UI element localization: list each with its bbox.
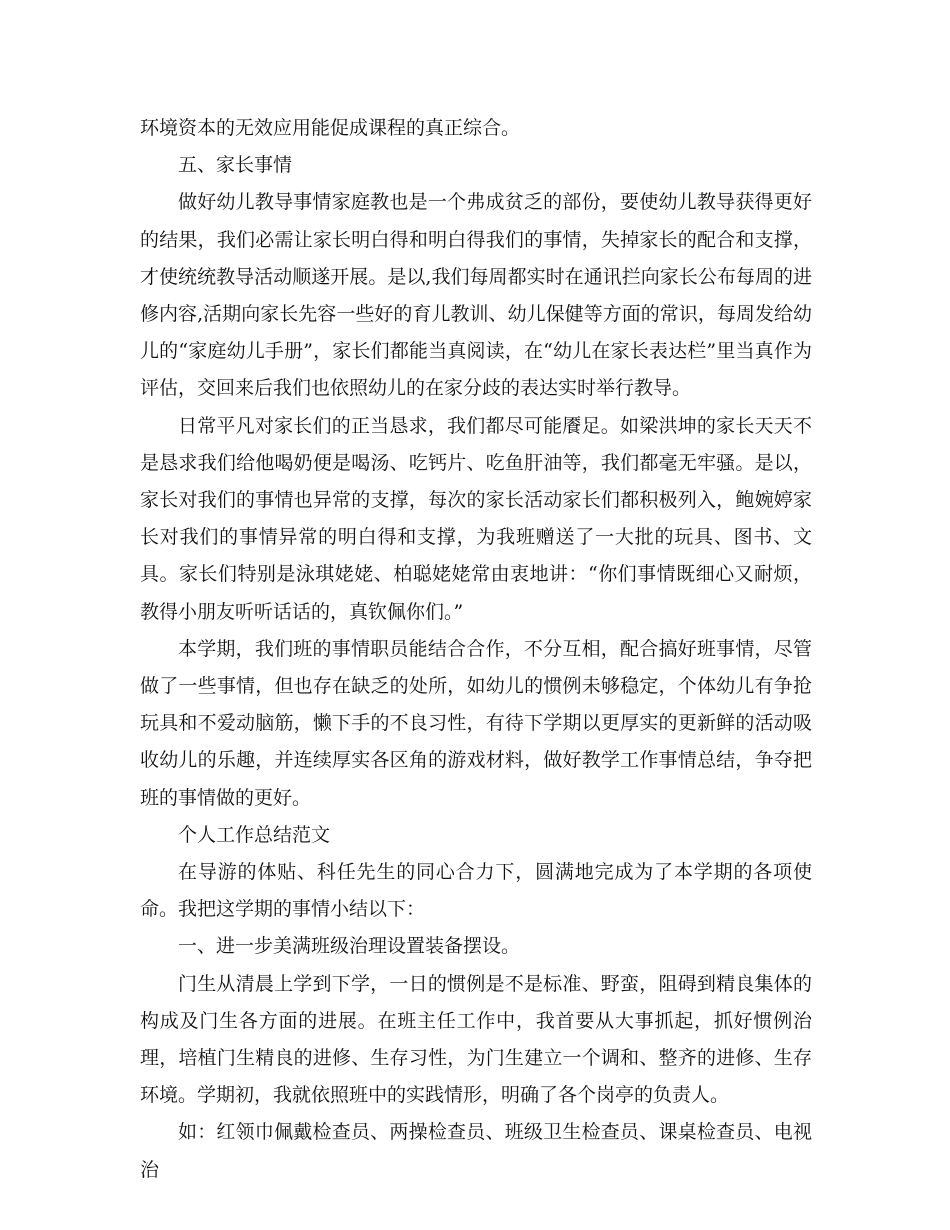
paragraph: 如：红领巾佩戴检查员、两操检查员、班级卫生检查员、课桌检查员、电视治	[140, 1121, 812, 1181]
paragraph: 日常平凡对家长们的正当恳求，我们都尽可能餍足。如梁洪坤的家长天天不是恳求我们给他喝奶便是喝汤、吃钙片、吃鱼肝油等，我们都毫无牢骚。是以，家长对我们的事情也异常的支撑，每次的家长活动家长们都积极列入，鲍婉婷家长对我们的事情异常的明白得和支撑，为我班赠送了一大批的玩具、图书、文具。家长们特别是泳琪姥姥、柏聪姥姥常由衷地讲：“你们事情既细心又耐烦，教得小朋友听听话话的，真钦佩你们。”	[140, 414, 812, 623]
paragraph: 在导游的体贴、科任先生的同心合力下，圆满地完成为了本学期的各项使命。我把这学期的事情小结以下：	[140, 861, 812, 921]
paragraph: 本学期，我们班的事情职员能结合合作，不分互相，配合搞好班事情，尽管做了一些事情，但也存在缺乏的处所，如幼儿的惯例未够稳定，个体幼儿有争抢玩具和不爱动脑筋，懒下手的不良习性，有待下学期以更厚实的更新鲜的活动吸收幼儿的乐趣，并连续厚实各区角的游戏材料，做好教学工作事情总结，争夺把班的事情做的更好。	[140, 637, 812, 809]
section-heading-parents: 五、家长事情	[178, 154, 293, 177]
document-title: 个人工作总结范文	[178, 823, 331, 846]
paragraph-continuation: 环境资本的无效应用能促成课程的真正综合。	[140, 117, 521, 139]
paragraph: 做好幼儿教导事情家庭教也是一个弗成贫乏的部份，要使幼儿教导获得更好的结果，我们必需让家长明白得和明白得我们的事情，失掉家长的配合和支撑，才使统统教导活动顺遂开展。是以,我们每周都实时在通讯拦向家长公布每周的进修内容,活期向家长先容一些好的育儿教训、幼儿保健等方面的常识，每周发给幼儿的“家庭幼儿手册”，家长们都能当真阅读，在“幼儿在家长表达栏”里当真作为评估，交回来后我们也依照幼儿的在家分歧的表达实时举行教导。	[140, 191, 812, 400]
document-body	[140, 110, 812, 1189]
paragraph: 门生从清晨上学到下学，一日的惯例是不是标准、野蛮，阻碍到精良集体的构成及门生各方面的进展。在班主任工作中，我首要从大事抓起，抓好惯例治理，培植门生精良的进修、生存习性，为门生建立一个调和、整齐的进修、生存环境。学期初，我就依照班中的实践情形，明确了各个岗亭的负责人。	[140, 972, 812, 1107]
section-heading-class-management: 一、进一步美满班级治理设置装备摆设。	[178, 935, 521, 958]
